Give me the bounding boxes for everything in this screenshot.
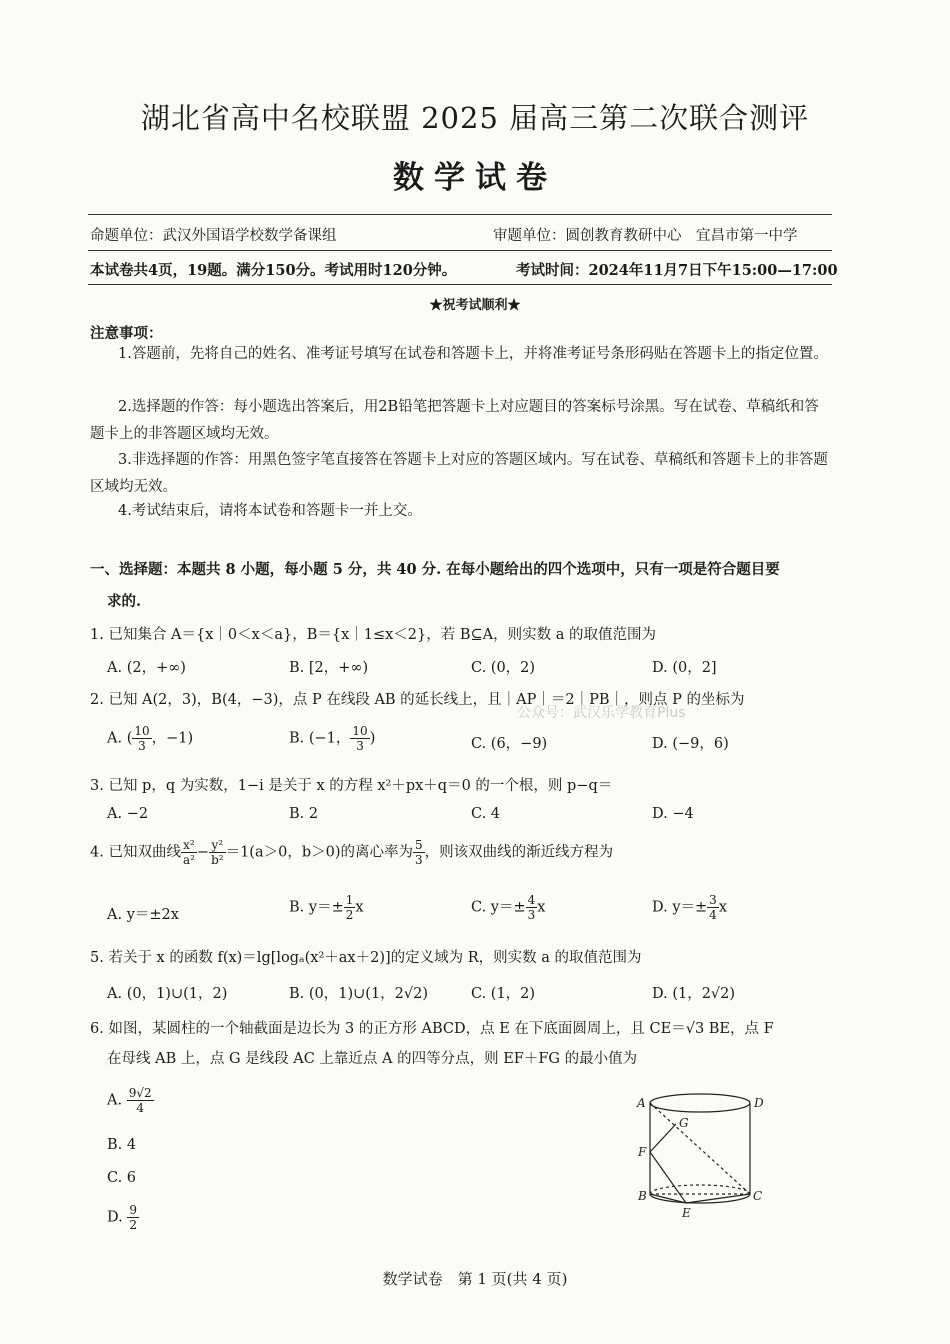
question-5: 5. 若关于 x 的函数 f(x)＝lg[logₐ(x²＋ax＋2)]的定义域为 R，则实数 a 的取值范围为 xyxy=(90,950,642,966)
q4-option-a: A. y＝±2x xyxy=(107,907,179,923)
q2-option-c: C. (6，−9) xyxy=(471,736,548,752)
q3-option-d: D. −4 xyxy=(652,806,694,822)
q4-option-b: B. y＝± $\frac{1}{2}$ x xyxy=(289,893,364,922)
diagonal-ac xyxy=(650,1103,750,1194)
author-unit: 命题单位：武汉外国语学校数学备课组 xyxy=(90,228,337,244)
segment-ec xyxy=(686,1194,750,1203)
q3-option-a: A. −2 xyxy=(107,806,149,822)
label-e: E xyxy=(682,1206,691,1220)
note-2: 2.选择题的作答：每小题选出答案后，用2B铅笔把答题卡上对应题目的答案标号涂黑。写在试卷、草稿纸和答题卡上的非答题区域均无效。 xyxy=(90,399,819,442)
page-footer: 数学试卷 第 1 页(共 4 页) xyxy=(382,1270,568,1288)
divider-bottom xyxy=(88,284,832,285)
question-6-cont: 在母线 AB 上，点 G 是线段 AC 上靠近点 A 的四等分点，则 EF＋FG 的最小值为 xyxy=(107,1051,638,1067)
divider-top xyxy=(88,214,832,215)
q5-option-c: C. (1，2) xyxy=(471,986,536,1002)
good-luck-banner: ★祝考试顺利★ xyxy=(429,298,521,313)
paper-info: 本试卷共4页，19题。满分150分。考试用时120分钟。 xyxy=(90,262,457,279)
question-1: 1. 已知集合 A＝{x｜0＜x＜a}，B＝{x｜1≤x＜2}，若 B⊆A，则实数 a 的取值范围为 xyxy=(90,627,657,643)
q5-option-b: B. (0，1)∪(1，2√2) xyxy=(289,986,429,1002)
paper-subject: 数学试卷 xyxy=(393,160,557,196)
q4-option-d: D. y＝± $\frac{3}{4}$ x xyxy=(652,893,727,922)
q2-option-a: A. ( $\frac{10}{3}$ ，−1) xyxy=(107,724,194,753)
question-6: 6. 如图，某圆柱的一个轴截面是边长为 3 的正方形 ABCD，点 E 在下底面圆周上，且 CE＝√3 BE，点 F xyxy=(90,1021,774,1037)
divider-middle xyxy=(88,250,832,251)
q5-option-d: D. (1，2√2) xyxy=(652,986,736,1002)
label-b: B xyxy=(638,1189,647,1203)
watermark: 公众号：武汉乐学教育Plus xyxy=(517,705,686,721)
q3-option-b: B. 2 xyxy=(289,806,319,822)
notes-heading: 注意事项： xyxy=(90,325,163,342)
q6-option-a: A. $\frac{9√2}{4}$ xyxy=(107,1086,152,1115)
review-unit: 审题单位：圆创教育教研中心 宜昌市第一中学 xyxy=(493,228,798,244)
exam-time: 考试时间：2024年11月7日下午15:00—17:00 xyxy=(516,262,838,279)
q6-option-d: D. $\frac{9}{2}$ xyxy=(107,1203,137,1232)
question-3: 3. 已知 p，q 为实数，1−i 是关于 x 的方程 x²＋px＋q＝0 的一个根，则 p−q＝ xyxy=(90,778,613,794)
segment-fg xyxy=(650,1124,676,1152)
label-d: D xyxy=(754,1096,764,1110)
bottom-front-arc xyxy=(650,1194,750,1203)
note-3: 3.非选择题的作答：用黑色签字笔直接答在答题卡上对应的答题区域内。写在试卷、草稿纸和答题卡上的非答题区域均无效。 xyxy=(90,452,828,495)
q1-option-d: D. (0，2] xyxy=(652,660,717,676)
label-f: F xyxy=(638,1145,647,1159)
paper-title: 湖北省高中名校联盟 2025 届高三第二次联合测评 xyxy=(140,101,810,135)
question-2: 2. 已知 A(2，3)，B(4，−3)，点 P 在线段 AB 的延长线上，且｜AP｜＝2｜PB｜，则点 P 的坐标为 xyxy=(90,692,745,708)
q1-option-c: C. (0，2) xyxy=(471,660,536,676)
q6-option-b: B. 4 xyxy=(107,1137,137,1153)
label-a: A xyxy=(637,1096,646,1110)
note-1: 1.答题前，先将自己的姓名、准考证号填写在试卷和答题卡上，并将准考证号条形码贴在答题卡上的指定位置。 xyxy=(118,346,828,362)
q2-option-b: B. (−1， $\frac{10}{3}$ ) xyxy=(289,724,376,753)
q6-option-c: C. 6 xyxy=(107,1170,137,1186)
label-g: G xyxy=(679,1116,689,1130)
q2-option-d: D. (−9，6) xyxy=(652,736,729,752)
q1-option-a: A. (2，+∞) xyxy=(107,660,186,676)
section-heading: 一、选择题：本题共 8 小题，每小题 5 分，共 40 分. 在每小题给出的四个选项中，只有一项是符合题目要 xyxy=(90,561,780,578)
q3-option-c: C. 4 xyxy=(471,806,501,822)
q5-option-a: A. (0，1)∪(1，2) xyxy=(107,986,228,1002)
bottom-back-arc xyxy=(650,1185,750,1194)
q4-option-c: C. y＝± $\frac{4}{3}$ x xyxy=(471,893,546,922)
section-heading-cont: 求的. xyxy=(107,593,142,610)
label-c: C xyxy=(753,1189,763,1203)
note-4: 4.考试结束后，请将本试卷和答题卡一并上交。 xyxy=(118,503,422,519)
question-4: 4. 已知双曲线 $\frac{\text{x²}}{\text{a²}}$ − $\frac{\text{y²}}{\text{b²}}$ ＝1(a＞0，b＞0)的离心率为 $\frac{5}{3}$ ，则该双曲线的渐近线方程为 xyxy=(90,838,614,867)
cylinder-figure xyxy=(636,1090,776,1220)
top-ellipse xyxy=(650,1094,750,1112)
q1-option-b: B. [2，+∞) xyxy=(289,660,369,676)
